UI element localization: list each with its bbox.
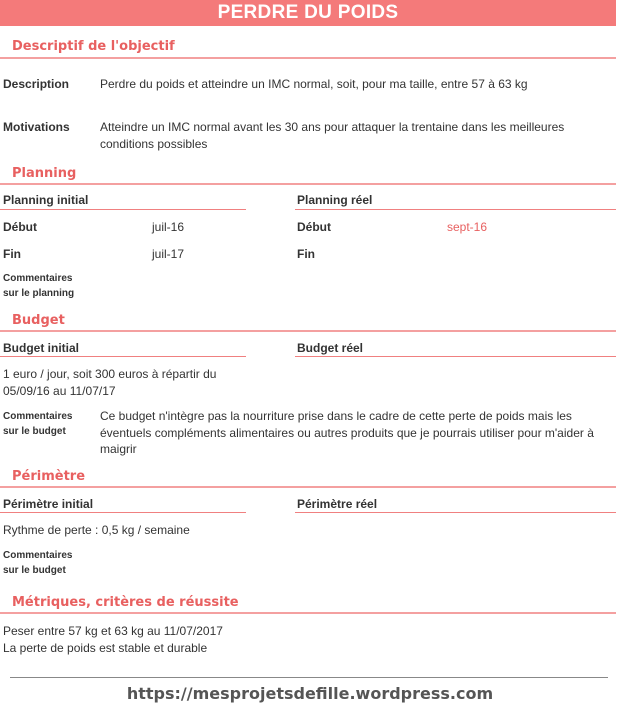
perimetre-commentaires-label-line2: sur le budget <box>3 565 66 576</box>
planning-commentaires-label <box>3 271 74 301</box>
planning-commentaires-label-line2: sur le planning <box>3 288 75 299</box>
section-title-metriques: Métriques, critères de réussite <box>12 595 239 610</box>
footer-url[interactable]: https://mesprojetsdefille.wordpress.com <box>126 684 494 703</box>
section-title-planning: Planning <box>12 166 77 181</box>
section-divider <box>0 612 616 614</box>
planning-commentaires-label-line1: Commentaires <box>3 273 73 284</box>
section-divider <box>0 183 616 185</box>
perimetre-initial-title: Périmètre initial <box>3 497 94 511</box>
perimetre-initial-text: Rythme de perte : 0,5 kg / semaine <box>3 523 190 537</box>
budget-initial-title: Budget initial <box>3 341 79 355</box>
subsection-divider <box>0 356 246 357</box>
motivations-label: Motivations <box>3 120 70 134</box>
planning-reel-debut-value: sept-16 <box>447 220 488 234</box>
section-title-perimetre: Périmètre <box>12 469 86 484</box>
footer-divider <box>10 677 608 678</box>
page-title: PERDRE DU POIDS <box>217 2 399 23</box>
planning-reel-debut-label: Début <box>297 220 331 234</box>
section-divider <box>0 486 616 488</box>
perimetre-commentaires-label <box>3 548 72 578</box>
section-title-objectif: Descriptif de l'objectif <box>12 39 175 54</box>
description-label: Description <box>3 77 70 91</box>
subsection-divider <box>295 512 616 513</box>
subsection-divider <box>0 209 246 210</box>
subsection-divider <box>295 356 616 357</box>
planning-reel-title: Planning réel <box>297 193 373 207</box>
planning-initial-debut-label: Début <box>3 220 37 234</box>
budget-commentaires-text: Ce budget n'intègre pas la nourriture prise dans le cadre de cette perte de poids mais les éventuels compléments alimentaires ou autres produits que je pourrais utiliser pour m'aider à maigrir <box>100 409 594 456</box>
description-text: Perdre du poids et atteindre un IMC normal, soit, pour ma taille, entre 57 à 63 kg <box>100 77 528 91</box>
perimetre-commentaires-label-line1: Commentaires <box>3 550 73 561</box>
budget-commentaires-label <box>3 409 72 439</box>
perimetre-reel-title: Périmètre réel <box>297 497 378 511</box>
budget-initial-text: 1 euro / jour, soit 300 euros à répartir du 05/09/16 au 11/07/17 <box>3 367 217 398</box>
planning-initial-title: Planning initial <box>3 193 89 207</box>
planning-reel-fin-label: Fin <box>297 247 315 261</box>
planning-initial-fin-label: Fin <box>3 247 21 261</box>
planning-initial-debut-value: juil-16 <box>152 220 185 234</box>
budget-commentaires-label-line1: Commentaires <box>3 411 73 422</box>
subsection-divider <box>295 209 616 210</box>
metriques-line-2: La perte de poids est stable et durable <box>3 641 208 655</box>
section-divider <box>0 57 616 59</box>
budget-commentaires-label-line2: sur le budget <box>3 426 66 437</box>
budget-reel-title: Budget réel <box>297 341 364 355</box>
section-title-budget: Budget <box>12 313 65 328</box>
planning-initial-fin-value: juil-17 <box>152 247 185 261</box>
metriques-line-1: Peser entre 57 kg et 63 kg au 11/07/2017 <box>3 624 223 638</box>
motivations-text: Atteindre un IMC normal avant les 30 ans pour attaquer la trentaine dans les meilleures conditions possibles <box>100 120 565 151</box>
section-divider <box>0 330 616 332</box>
subsection-divider <box>0 512 246 513</box>
